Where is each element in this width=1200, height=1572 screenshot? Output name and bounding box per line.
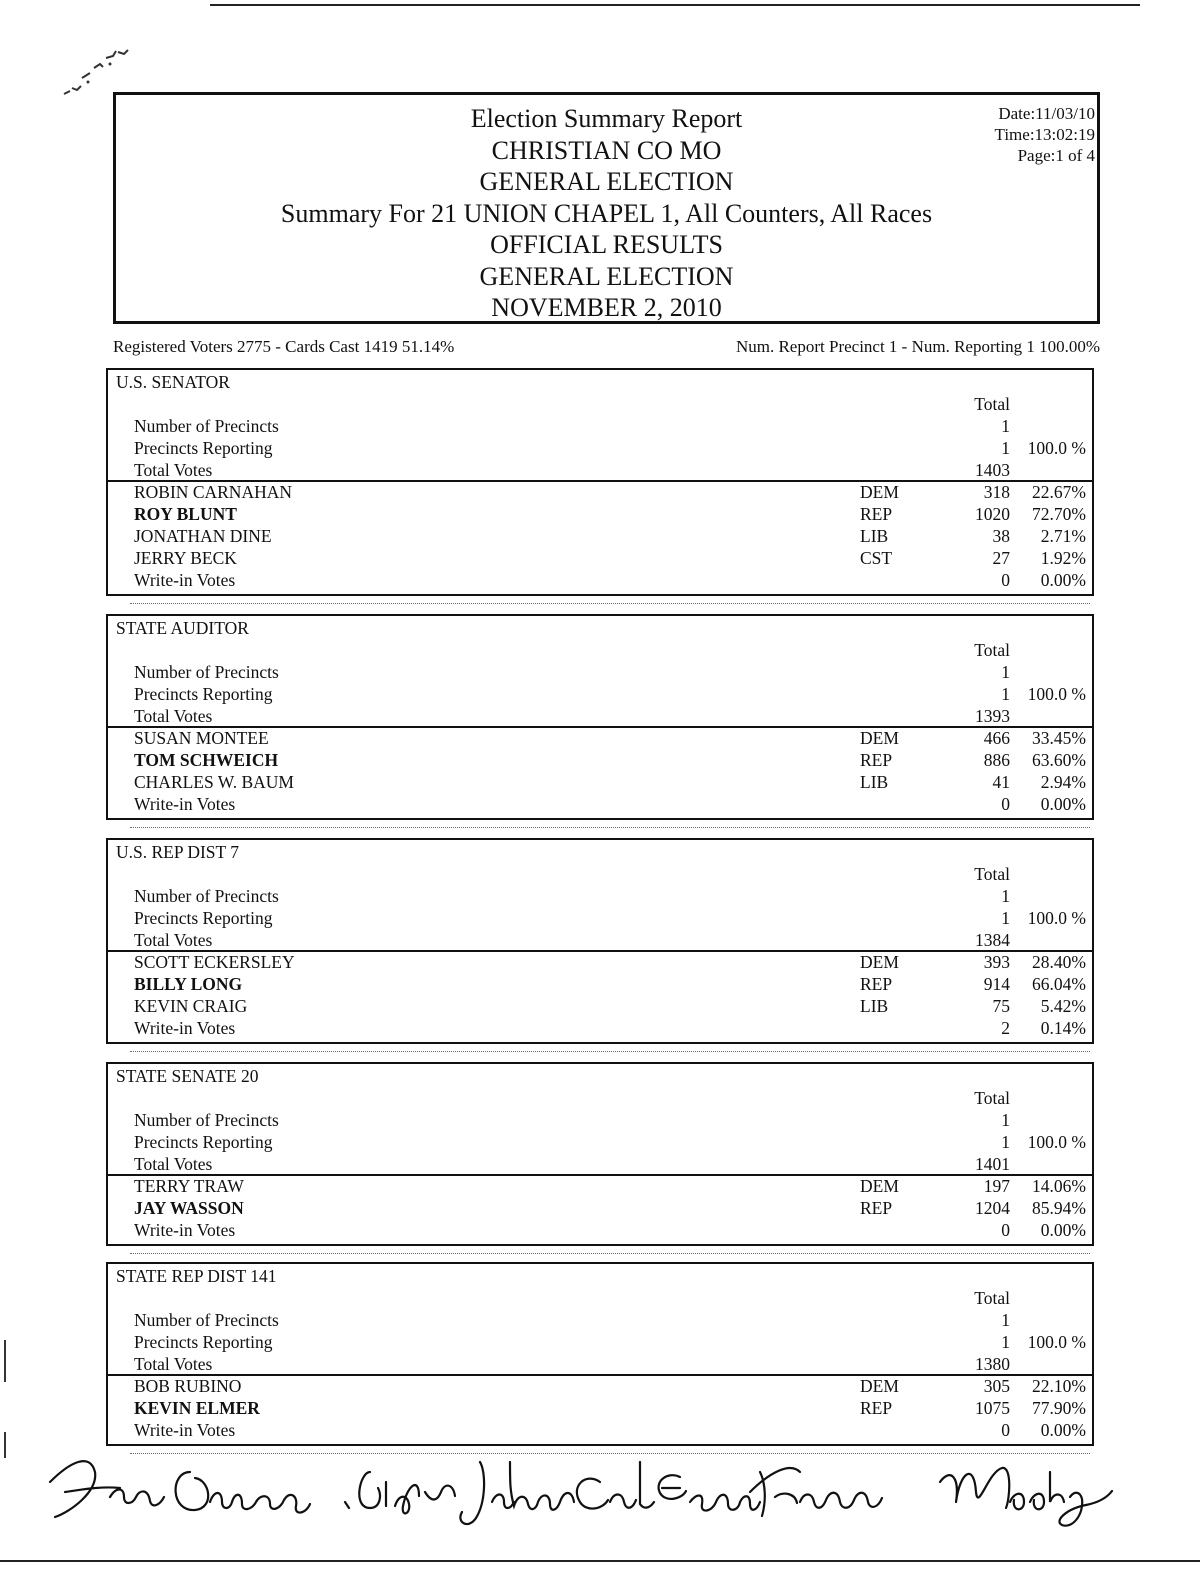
candidate-row (108, 952, 1092, 974)
candidate-votes: 466 (983, 728, 1010, 748)
candidate-percent: 0.00% (1040, 570, 1086, 590)
candidate-votes: 2 (1001, 1018, 1010, 1038)
candidate-name: Write-in Votes (134, 1420, 236, 1440)
total-column-header: Total (974, 1288, 1010, 1308)
page-number: Page:1 of 4 (1017, 146, 1095, 165)
scan-noise-line (130, 603, 1090, 604)
candidate-name: KEVIN ELMER (134, 1398, 260, 1418)
candidate-row (108, 1018, 1092, 1040)
candidate-name: Write-in Votes (134, 1018, 236, 1038)
stat-value: 1 (1001, 1310, 1010, 1330)
header-title-block (116, 103, 1097, 324)
candidate-votes: 38 (992, 526, 1010, 546)
candidate-name: TOM SCHWEICH (134, 750, 279, 770)
candidate-party: LIB (860, 996, 889, 1016)
stat-row (108, 438, 1092, 460)
total-column-header: Total (974, 640, 1010, 660)
stat-label: Precincts Reporting (134, 684, 273, 704)
stat-label: Total Votes (134, 1354, 213, 1374)
stat-label: Precincts Reporting (134, 908, 273, 928)
candidate-row (108, 974, 1092, 996)
candidate-name: KEVIN CRAIG (134, 996, 248, 1016)
race-title: STATE SENATE 20 (116, 1066, 259, 1086)
candidate-votes: 41 (992, 772, 1010, 792)
stat-value: 1 (1001, 1110, 1010, 1130)
stat-row (108, 930, 1092, 952)
precincts-reporting-summary: Num. Report Precinct 1 - Num. Reporting 1 100.00% (735, 337, 1100, 356)
total-column-header: Total (974, 1088, 1010, 1108)
candidate-votes: 318 (983, 482, 1010, 502)
candidate-percent: 0.14% (1040, 1018, 1086, 1038)
candidate-row (108, 548, 1092, 570)
stat-row (108, 908, 1092, 930)
candidate-votes: 197 (983, 1176, 1010, 1196)
candidate-name: ROBIN CARNAHAN (134, 482, 292, 502)
stat-label: Number of Precincts (134, 1310, 279, 1330)
candidate-name: BOB RUBINO (134, 1376, 242, 1396)
stat-value: 1380 (975, 1354, 1010, 1374)
candidate-votes: 914 (983, 974, 1010, 994)
candidate-name: SCOTT ECKERSLEY (134, 952, 295, 972)
race-section (106, 838, 1094, 1044)
candidate-row (108, 728, 1092, 750)
candidate-percent: 0.00% (1040, 1420, 1086, 1440)
total-column-header: Total (974, 864, 1010, 884)
total-header-row (108, 1288, 1092, 1310)
stat-row (108, 1354, 1092, 1376)
stat-percent: 100.0 % (1027, 1332, 1086, 1352)
candidate-row (108, 1176, 1092, 1198)
candidate-percent: 33.45% (1032, 728, 1086, 748)
candidate-percent: 2.71% (1040, 526, 1086, 546)
report-time: Time:13:02:19 (994, 125, 1095, 144)
candidate-row (108, 504, 1092, 526)
candidate-name: JAY WASSON (134, 1198, 244, 1218)
stat-value: 1 (1001, 684, 1010, 704)
header-meta (995, 103, 1095, 166)
candidate-name: BILLY LONG (134, 974, 243, 994)
stat-label: Number of Precincts (134, 416, 279, 436)
candidate-name: CHARLES W. BAUM (134, 772, 294, 792)
stat-label: Total Votes (134, 460, 213, 480)
candidate-votes: 0 (1001, 570, 1010, 590)
candidate-name: ROY BLUNT (134, 504, 237, 524)
report-title: Election Summary Report (470, 104, 743, 133)
candidate-row (108, 526, 1092, 548)
candidate-row (108, 1398, 1092, 1420)
candidate-row (108, 1198, 1092, 1220)
race-section (106, 368, 1094, 596)
race-title: STATE AUDITOR (116, 618, 249, 638)
candidate-percent: 63.60% (1032, 750, 1086, 770)
candidate-percent: 77.90% (1032, 1398, 1086, 1418)
candidate-party: REP (860, 750, 893, 770)
stat-row (108, 1332, 1092, 1354)
candidate-party: DEM (860, 1376, 899, 1396)
total-header-row (108, 640, 1092, 662)
candidate-party: DEM (860, 1176, 899, 1196)
stat-value: 1393 (975, 706, 1010, 726)
candidate-votes: 393 (983, 952, 1010, 972)
candidate-row (108, 482, 1092, 504)
scan-edge-mark (4, 1340, 6, 1382)
candidate-votes: 1204 (975, 1198, 1010, 1218)
candidate-party: DEM (860, 482, 899, 502)
stat-percent: 100.0 % (1027, 1132, 1086, 1152)
candidate-percent: 72.70% (1032, 504, 1086, 524)
bottom-rule (0, 1560, 1200, 1562)
stat-label: Number of Precincts (134, 886, 279, 906)
candidate-party: REP (860, 1198, 893, 1218)
report-header (113, 92, 1100, 324)
stat-label: Total Votes (134, 930, 213, 950)
election-name: GENERAL ELECTION (479, 167, 734, 196)
candidate-name: Write-in Votes (134, 794, 236, 814)
candidate-row (108, 772, 1092, 794)
candidate-party: REP (860, 1398, 893, 1418)
candidate-votes: 305 (983, 1376, 1010, 1396)
stat-label: Precincts Reporting (134, 1132, 273, 1152)
candidate-row (108, 570, 1092, 592)
candidate-party: LIB (860, 772, 889, 792)
race-title: U.S. SENATOR (116, 372, 230, 392)
candidate-name: TERRY TRAW (134, 1176, 244, 1196)
stat-row (108, 1110, 1092, 1132)
report-date: Date:11/03/10 (998, 104, 1095, 123)
stat-label: Number of Precincts (134, 662, 279, 682)
candidate-name: JERRY BECK (134, 548, 237, 568)
stat-value: 1 (1001, 416, 1010, 436)
candidate-votes: 75 (992, 996, 1010, 1016)
stat-label: Total Votes (134, 1154, 213, 1174)
candidate-votes: 27 (992, 548, 1010, 568)
stat-value: 1401 (975, 1154, 1010, 1174)
total-header-row (108, 394, 1092, 416)
stat-value: 1 (1001, 886, 1010, 906)
stat-value: 1 (1001, 908, 1010, 928)
candidate-row (108, 750, 1092, 772)
scan-noise-line (130, 827, 1090, 828)
scan-noise-line (130, 1253, 1090, 1254)
registered-voters: Registered Voters 2775 - Cards Cast 1419 51.14% (113, 337, 455, 356)
candidate-percent: 28.40% (1032, 952, 1086, 972)
stat-row (108, 416, 1092, 438)
candidate-name: Write-in Votes (134, 1220, 236, 1240)
stat-row (108, 706, 1092, 728)
race-title: U.S. REP DIST 7 (116, 842, 240, 862)
candidate-row (108, 1376, 1092, 1398)
stat-percent: 100.0 % (1027, 438, 1086, 458)
candidate-percent: 0.00% (1040, 1220, 1086, 1240)
candidate-name: SUSAN MONTEE (134, 728, 269, 748)
candidate-percent: 0.00% (1040, 794, 1086, 814)
candidate-percent: 22.67% (1032, 482, 1086, 502)
election-date: NOVEMBER 2, 2010 (491, 293, 722, 322)
stat-row (108, 662, 1092, 684)
candidate-percent: 14.06% (1032, 1176, 1086, 1196)
stat-row (108, 1132, 1092, 1154)
stat-row (108, 886, 1092, 908)
candidate-votes: 0 (1001, 794, 1010, 814)
stat-percent: 100.0 % (1027, 908, 1086, 928)
candidate-row (108, 794, 1092, 816)
stat-label: Total Votes (134, 706, 213, 726)
candidate-party: REP (860, 504, 893, 524)
county-name: CHRISTIAN CO MO (491, 135, 722, 165)
candidate-party: LIB (860, 526, 889, 546)
scan-edge-mark (4, 1432, 6, 1458)
total-column-header: Total (974, 394, 1010, 414)
stat-row (108, 684, 1092, 706)
stat-row (108, 1310, 1092, 1332)
top-rule (210, 4, 1140, 6)
candidate-votes: 0 (1001, 1420, 1010, 1440)
candidate-votes: 1020 (975, 504, 1010, 524)
scan-noise-line (130, 1051, 1090, 1052)
election-type: GENERAL ELECTION (479, 261, 734, 291)
stat-label: Number of Precincts (134, 1110, 279, 1130)
race-section (106, 1062, 1094, 1246)
stat-label: Precincts Reporting (134, 438, 273, 458)
candidate-percent: 85.94% (1032, 1198, 1086, 1218)
stat-row (108, 460, 1092, 482)
candidate-percent: 22.10% (1032, 1376, 1086, 1396)
candidate-votes: 1075 (975, 1398, 1010, 1418)
stat-value: 1 (1001, 438, 1010, 458)
race-section (106, 1262, 1094, 1446)
stat-row (108, 1154, 1092, 1176)
candidate-percent: 2.94% (1040, 772, 1086, 792)
total-header-row (108, 1088, 1092, 1110)
stat-value: 1 (1001, 662, 1010, 682)
candidate-party: DEM (860, 952, 899, 972)
total-header-row (108, 864, 1092, 886)
candidate-party: DEM (860, 728, 899, 748)
race-section (106, 614, 1094, 820)
candidate-name: Write-in Votes (134, 570, 236, 590)
candidate-percent: 66.04% (1032, 974, 1086, 994)
candidate-votes: 0 (1001, 1220, 1010, 1240)
candidate-row (108, 1420, 1092, 1442)
candidate-percent: 1.92% (1040, 548, 1086, 568)
turnout-summary (113, 337, 1100, 359)
summary-scope: Summary For 21 UNION CHAPEL 1, All Counters, All Races (280, 198, 933, 228)
stat-value: 1384 (975, 930, 1010, 950)
stat-value: 1403 (975, 460, 1010, 480)
candidate-party: CST (860, 548, 893, 568)
candidate-name: JONATHAN DINE (134, 526, 272, 546)
race-title: STATE REP DIST 141 (116, 1266, 277, 1286)
candidate-votes: 886 (983, 750, 1010, 770)
candidate-percent: 5.42% (1040, 996, 1086, 1016)
candidate-party: REP (860, 974, 893, 994)
candidate-row (108, 1220, 1092, 1242)
stat-label: Precincts Reporting (134, 1332, 273, 1352)
stat-value: 1 (1001, 1132, 1010, 1152)
stat-percent: 100.0 % (1027, 684, 1086, 704)
signatures (40, 1442, 1120, 1532)
stat-value: 1 (1001, 1332, 1010, 1352)
candidate-row (108, 996, 1092, 1018)
results-status: OFFICIAL RESULTS (490, 230, 723, 259)
